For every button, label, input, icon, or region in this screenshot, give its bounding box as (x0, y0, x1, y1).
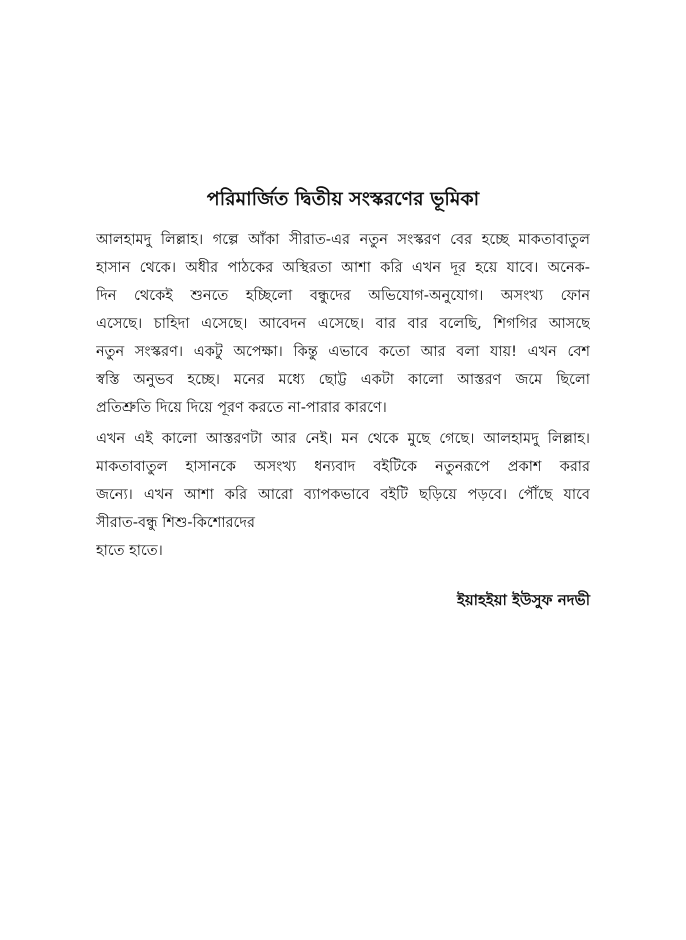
paragraph-line: হাসান থেকে। অধীর পাঠকের অস্থিরতা আশা করি এখন দূর হয়ে যাবে। অনেক- (96, 260, 590, 276)
paragraph-line: দিন থেকেই শুনতে হচ্ছিলো বন্ধুদের অভিযোগ-অনুযোগ। অসংখ্য ফোন (96, 288, 590, 304)
paragraph-line: নতুন সংস্করণ। একটু অপেক্ষা। কিন্তু এভাবে কতো আর বলা যায়! এখন বেশ (96, 344, 590, 360)
paragraph-line: হাতে হাতে। (96, 543, 163, 559)
paragraph-line: স্বস্তি অনুভব হচ্ছে। মনের মধ্যে ছোট্ট একটা কালো আস্তরণ জমে ছিলো (96, 372, 590, 388)
paragraph-line: প্রতিশ্রুতি দিয়ে দিয়ে পূরণ করতে না-পারার কারণে। (96, 400, 387, 416)
author-signature: ইয়াহইয়া ইউসুফ নদভী (457, 591, 590, 609)
paragraph-2 (96, 425, 590, 565)
paragraph-1 (96, 226, 590, 422)
paragraph-line: এসেছে। চাহিদা এসেছে। আবেদন এসেছে। বার বার বলেছি, শিগগির আসছে (96, 316, 590, 332)
page-title: পরিমার্জিত দ্বিতীয় সংস্করণের ভূমিকা (206, 188, 480, 210)
paragraph-line: মাকতাবাতুল হাসানকে অসংখ্য ধন্যবাদ বইটিকে নতুনরূপে প্রকাশ করার (96, 459, 590, 475)
paragraph-line: এখন এই কালো আস্তরণটা আর নেই। মন থেকে মুছে গেছে। আলহামদু লিল্লাহ। (96, 431, 590, 447)
paragraph-line: জন্যে। এখন আশা করি আরো ব্যাপকভাবে বইটি ছড়িয়ে পড়বে। পৌঁছে যাবে (96, 487, 590, 503)
paragraph-line: সীরাত-বন্ধু শিশু-কিশোরদের (96, 515, 255, 531)
paragraph-line: আলহামদু লিল্লাহ। গল্পে আঁকা সীরাত-এর নতুন সংস্করণ বের হচ্ছে মাকতাবাতুল (96, 232, 590, 248)
